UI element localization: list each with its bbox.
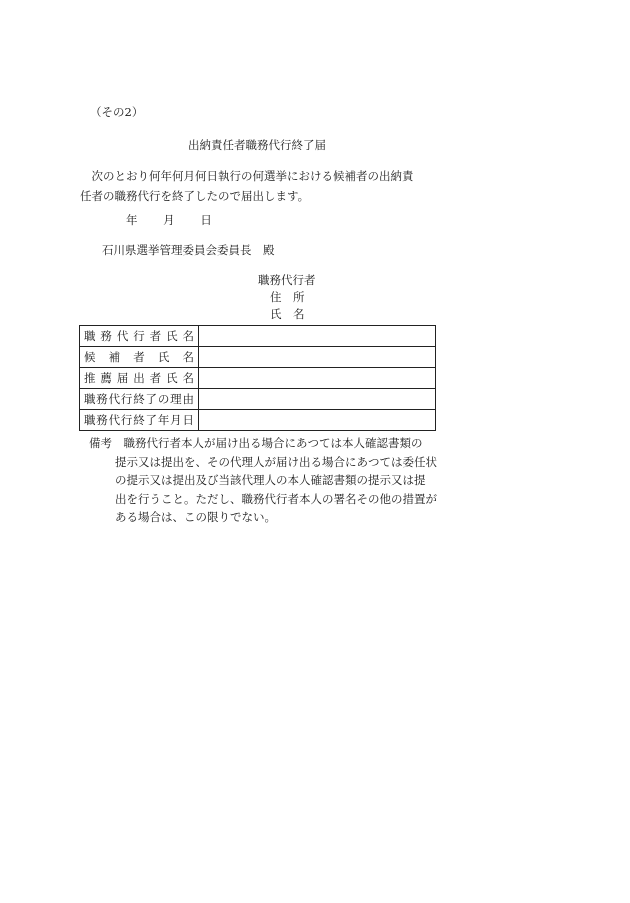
date-line [126,212,234,228]
note-line: 備考 職務代行者本人が届け出る場合にあつては本人確認書類の [89,436,423,450]
table-row [80,347,436,368]
proxy-heading: 職務代行者 [258,273,316,287]
proxy-block [258,272,316,323]
table-row [80,368,436,389]
row-value-recommender-name[interactable] [199,368,436,389]
proxy-address-label: 住 所 [270,290,305,304]
row-value-termination-date[interactable] [199,410,436,431]
row-label-proxy-name: 職務代行者氏名 [80,326,199,347]
proxy-name-label: 氏 名 [270,307,305,321]
info-table [79,325,436,431]
body-line: 次のとおり何年何月何日執行の何選挙における候補者の出納責 [80,169,414,183]
note-line: の提示又は提出及び当該代理人の本人確認書類の提示又は提 [115,473,426,487]
remarks-note [89,434,439,527]
note-line: 出を行うこと。ただし、職務代行者本人の署名その他の措置が [115,491,437,506]
row-value-termination-reason[interactable] [199,389,436,410]
date-day: 日 [200,213,212,227]
table-row [80,389,436,410]
note-line: ある場合は、この限りでない。 [115,510,276,524]
form-number: （その2） [90,105,144,119]
table-row [80,410,436,431]
body-line: 任者の職務代行を終了したので届出します。 [80,189,310,203]
row-value-proxy-name[interactable] [199,326,436,347]
body-text [80,166,460,206]
row-label-candidate-name: 候補者氏名 [80,347,199,368]
addressee: 石川県選挙管理委員会委員長 殿 [102,243,275,257]
document-title: 出納責任者職務代行終了届 [188,138,326,152]
row-value-candidate-name[interactable] [199,347,436,368]
date-year: 年 [126,213,138,227]
row-label-recommender-name: 推薦届出者氏名 [80,368,199,389]
note-line: 提示又は提出を、その代理人が届け出る場合にあつては委任状 [115,454,437,469]
row-label-termination-date: 職務代行終了年月日 [80,410,199,431]
table-row [80,326,436,347]
row-label-termination-reason: 職務代行終了の理由 [80,389,199,410]
date-month: 月 [163,213,175,227]
